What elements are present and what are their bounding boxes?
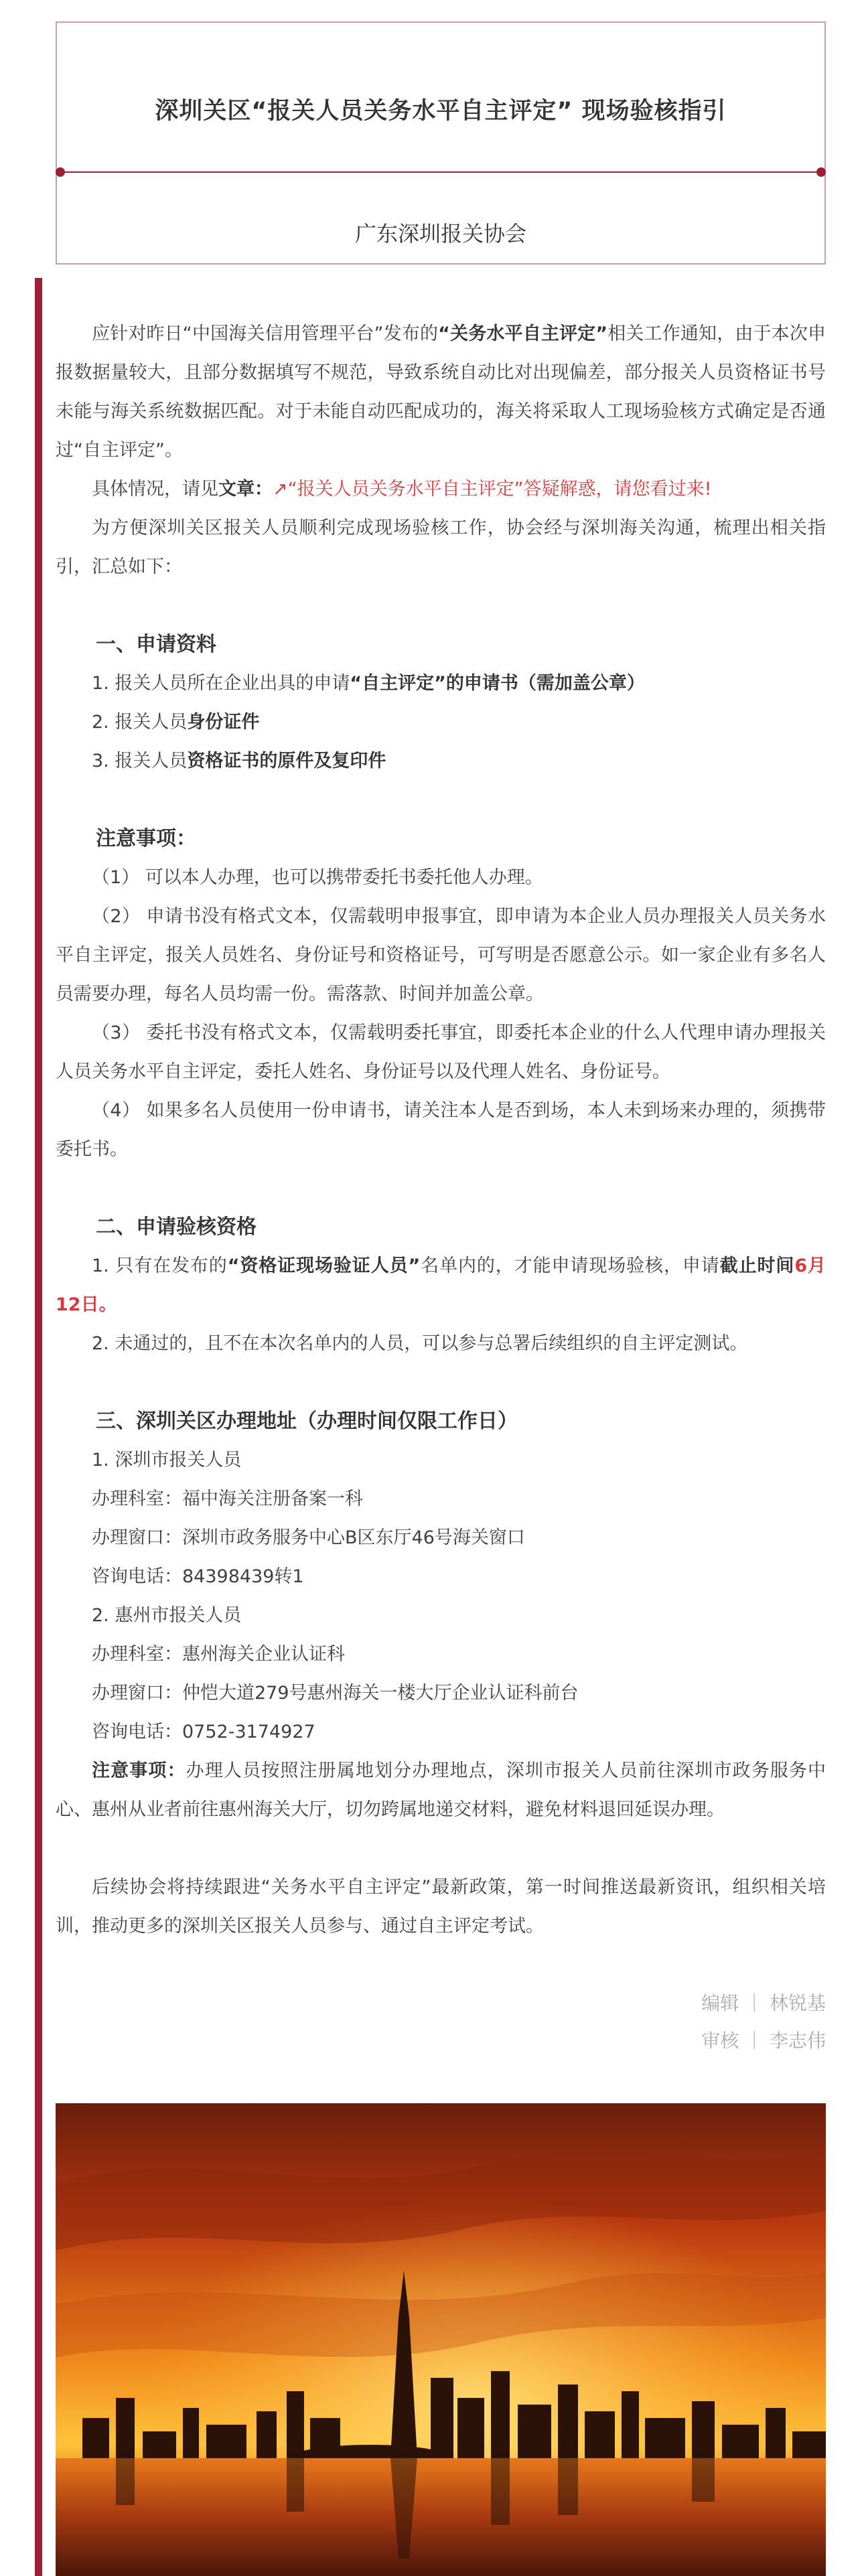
list-item: 2. 未通过的，且不在本次名单内的人员，可以参与总署后续组织的自主评定测试。 [92,1333,748,1354]
city-skyline-photo [56,2103,826,2576]
intro-paragraph: 应针对昨日“中国海关信用管理平台”发布的“关务水平自主评定”相关工作通知，由于本次申报数据量较大，且部分数据填写不规范，导致系统自动比对出现偏差，部分报关人员资格证书号未能与海关系统数据匹配。对于未能自动匹配成功的，海关将采取人工现场验核方式确定是否通过“自主评定”。 [56,323,826,461]
link-icon: ↗ [273,479,288,500]
article-link[interactable]: ↗“报关人员关务水平自主评定”答疑解惑，请您看过来! [273,479,712,500]
closing-paragraph: 后续协会将持续跟进“关务水平自主评定”最新政策，第一时间推送最新资讯，组织相关培训，推动更多的深圳关区报关人员参与、通过自主评定考试。 [56,1877,826,1937]
skyline-image [56,2103,826,2576]
header-card [56,21,826,264]
list-item: 2. 报关人员身份证件 [92,712,260,733]
list-item: 1. 报关人员所在企业出具的申请“自主评定”的申请书（需加盖公章） [92,673,645,694]
section-3-title: 三、深圳关区办理地址（办理时间仅限工作日） [96,1410,518,1433]
guide-intro-paragraph: 为方便深圳关区报关人员顺利完成现场验核工作，协会经与深圳海关沟通，梳理出相关指引，汇总如下： [56,518,826,577]
list-item: 办理科室：福中海关注册备案一科 [92,1489,363,1509]
list-item: 2. 惠州市报关人员 [92,1605,242,1626]
notes-title: 注意事项： [96,827,196,850]
article-body [56,315,826,2060]
reviewer-credit: 审核 ｜ 李志伟 [701,2030,826,2052]
note-item: （1） 可以本人办理，也可以携带委托书委托他人办理。 [92,867,543,888]
list-item: 1. 只有在发布的“资格证现场验证人员”名单内的，才能申请现场验核，申请截止时间6月12日。 [56,1256,826,1315]
editor-credit: 编辑 ｜ 林锐基 [701,1992,826,2014]
deadline-date: 6月12日。 [56,1256,826,1315]
section-2-title: 二、申请验核资格 [96,1215,257,1239]
divider-dot-icon [816,167,826,177]
note-item: （2） 申请书没有格式文本，仅需载明申报事宜，即申请为本企业人员办理报关人员关务水平自主评定，报关人员姓名、身份证号和资格证号，可写明是否愿意公示。如一家企业有多名人员需要办理，每名人员均需一份。需落款、时间并加盖公章。 [56,906,826,1004]
section-1-title: 一、申请资料 [96,633,216,656]
list-item: 办理科室：惠州海关企业认证科 [92,1644,345,1665]
accent-bar [35,278,42,2576]
list-item: 3. 报关人员资格证书的原件及复印件 [92,751,386,771]
note-item: （4） 如果多名人员使用一份申请书，请关注本人是否到场，本人未到场来办理的，须携带委托书。 [56,1100,826,1160]
list-item: 办理窗口：仲恺大道279号惠州海关一楼大厅企业认证科前台 [92,1683,579,1703]
list-item: 1. 深圳市报关人员 [92,1450,242,1470]
header-divider [57,171,824,173]
divider-dot-icon [56,167,65,177]
details-paragraph: 具体情况，请见文章：↗“报关人员关务水平自主评定”答疑解惑，请您看过来! [92,479,712,500]
list-item: 咨询电话：84398439转1 [92,1566,304,1587]
location-note: 注意事项：办理人员按照注册属地划分办理地点，深圳市报关人员前往深圳市政务服务中心、惠州从业者前往惠州海关大厅，切勿跨属地递交材料，避免材料退回延误办理。 [56,1760,826,1820]
page-title: 深圳关区“报关人员关务水平自主评定” 现场验核指引 [155,98,727,125]
list-item: 咨询电话：0752-3174927 [92,1722,315,1742]
list-item: 办理窗口：深圳市政务服务中心B区东厅46号海关窗口 [92,1527,525,1548]
organization-name: 广东深圳报关协会 [354,221,526,246]
note-item: （3） 委托书没有格式文本，仅需载明委托事宜，即委托本企业的什么人代理申请办理报关人员关务水平自主评定，委托人姓名、身份证号以及代理人姓名、身份证号。 [56,1022,826,1082]
